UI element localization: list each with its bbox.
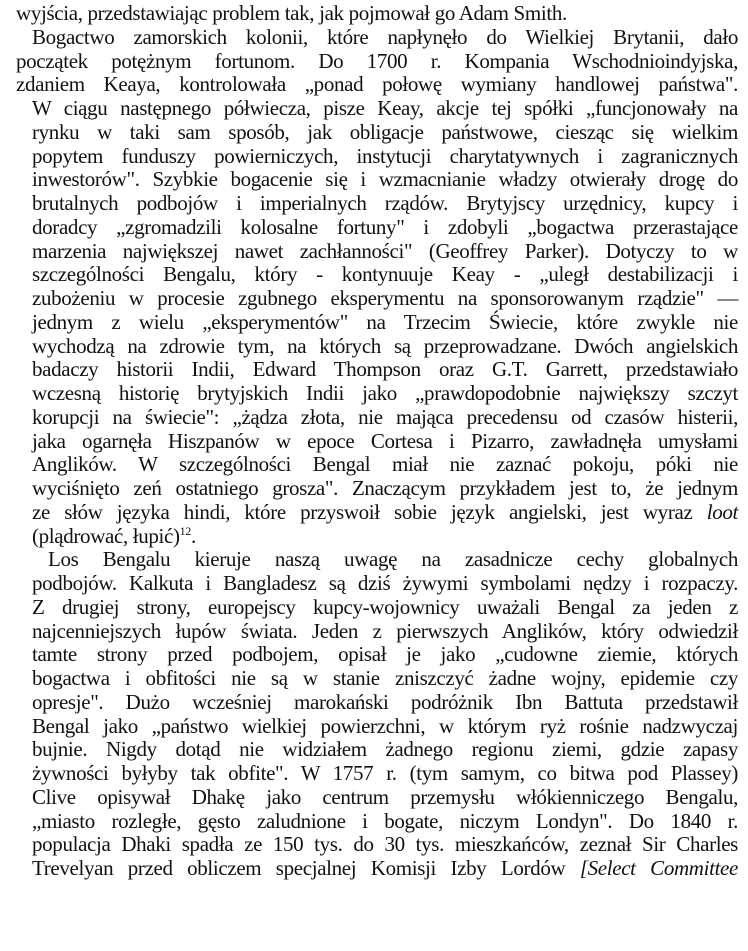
text-line: wyjścia, przedstawiając problem tak, jak pojmował go Adam Smith. xyxy=(16,1,567,25)
text-line: korupcji na świecie": „żądza złota, nie mająca precedensu od czasów histerii, xyxy=(32,404,738,429)
text-segment: . xyxy=(190,523,196,548)
text-line: najcenniejszych łupów świata. Jeden z pierwszych Anglików, który odwiedził xyxy=(32,618,738,643)
footnote-reference[interactable]: 12 xyxy=(179,523,191,538)
text-line: szczególności Bengalu, który - kontynuuje Keay - „uległ destabilizacji i xyxy=(32,262,738,287)
text-line: rynku w taki sam sposób, jak obligacje państwowe, ciesząc się wielkim xyxy=(32,119,738,144)
text-line: jaka ogarnęła Hiszpanów w epoce Cortesa i Pizarro, zawładnęła umysłami xyxy=(32,428,738,453)
document-page xyxy=(16,2,738,881)
text-line: Z drugiej strony, europejscy kupcy-wojownicy uważali Bengal za jeden z xyxy=(32,594,738,619)
text-line: opresje". Dużo wcześniej marokański podróżnik Ibn Battuta przedstawił xyxy=(32,689,738,714)
text-line: wczesną historię brytyjskich Indii jako „prawdopodobnie największy szczyt xyxy=(32,381,738,405)
text-line: bogactwa i obfitości nie są w stanie zniszczyć żadne wojny, epidemie czy xyxy=(32,666,738,690)
text-line: „miasto rozległe, gęsto zaludnione i bogate, niczym Londyn". Do 1840 r. xyxy=(32,808,738,833)
text-line-with-italic xyxy=(16,857,738,881)
text-line: marzenia największej nawet zachłanności" (Geoffrey Parker). Dotyczy to w xyxy=(32,238,738,263)
text-line: inwestorów". Szybkie bogacenie się i wzmacnianie władzy otwierały drogę do xyxy=(32,167,738,192)
text-line: wychodzą na zdrowie tym, na których są przeprowadzane. Dwóch angielskich xyxy=(32,333,738,358)
text-line: W ciągu następnego półwiecza, pisze Keay, akcje tej spółki „funcjonowały na xyxy=(32,96,738,120)
text-line: Bengal jako „państwo wielkiej powierzchni, w którym ryż rośnie nadzwyczaj xyxy=(32,713,738,738)
text-line: badaczy historii Indii, Edward Thompson oraz G.T. Garrett, przedstawiało xyxy=(32,357,738,382)
text-line: podbojów. Kalkuta i Bangladesz są dziś żywymi symbolami nędzy i rozpaczy. xyxy=(32,571,738,595)
italic-term: loot xyxy=(706,499,738,524)
text-line: wyciśnięto zeń ostatniego grosza". Znaczącym przykładem jest to, że jednym xyxy=(32,476,738,500)
text-line: doradcy „zgromadzili kolosalne fortuny" i zdobyli „bogactwa przerastające xyxy=(32,214,738,239)
text-segment: Trevelyan przed obliczem specjalnej Komisji Izby Lordów xyxy=(32,856,566,880)
text-line: Clive opisywał Dhakę jako centrum przemysłu włókienniczego Bengalu, xyxy=(32,784,738,809)
text-line: brutalnych podbojów i imperialnych rządów. Brytyjscy urzędnicy, kupcy i xyxy=(32,191,738,215)
text-line: zubożeniu w procesie zgubnego eksperymentu na sponsorowanym rządzie" — xyxy=(32,286,738,310)
text-line: jednym z wielu „eksperymentów" na Trzecim Świecie, które zwykle nie xyxy=(32,309,738,334)
text-line: Anglików. W szczególności Bengal miał nie zaznać pokoju, póki nie xyxy=(32,452,738,477)
text-line: bujnie. Nigdy dotąd nie widziałem żadnego regionu ziemi, gdzie zapasy xyxy=(32,737,738,762)
text-line: populacja Dhaki spadła ze 150 tys. do 30 tys. mieszkańców, zeznał Sir Charles xyxy=(32,832,738,857)
text-line-with-footnote xyxy=(16,525,738,549)
text-line: popytem funduszy powierniczych, instytucji charytatywnych i zagranicznych xyxy=(32,143,738,168)
italic-term: [Select Committee xyxy=(579,856,739,880)
text-line-with-italic xyxy=(16,501,738,525)
text-line: Los Bengalu kieruje naszą uwagę na zasadnicze cechy globalnych xyxy=(48,547,738,572)
text-segment: (plądrować, łupić) xyxy=(32,523,180,548)
text-line: początek potężnym fortunom. Do 1700 r. Kompania Wschodnioindyjska, xyxy=(16,48,738,73)
text-line: tamte strony przed podbojem, opisał je jako „cudowne ziemie, których xyxy=(32,642,738,667)
text-line: Bogactwo zamorskich kolonii, które napłynęło do Wielkiej Brytanii, dało xyxy=(32,24,738,49)
text-line: zdaniem Keaya, kontrolowała „ponad połowę wymiany handlowej państwa". xyxy=(16,72,738,97)
text-segment: ze słów języka hindi, które przyswoił sobie język angielski, jest wyraz xyxy=(32,499,693,524)
text-line: żywności byłyby tak obfite". W 1757 r. (tym samym, co bitwa pod Plassey) xyxy=(32,761,738,785)
